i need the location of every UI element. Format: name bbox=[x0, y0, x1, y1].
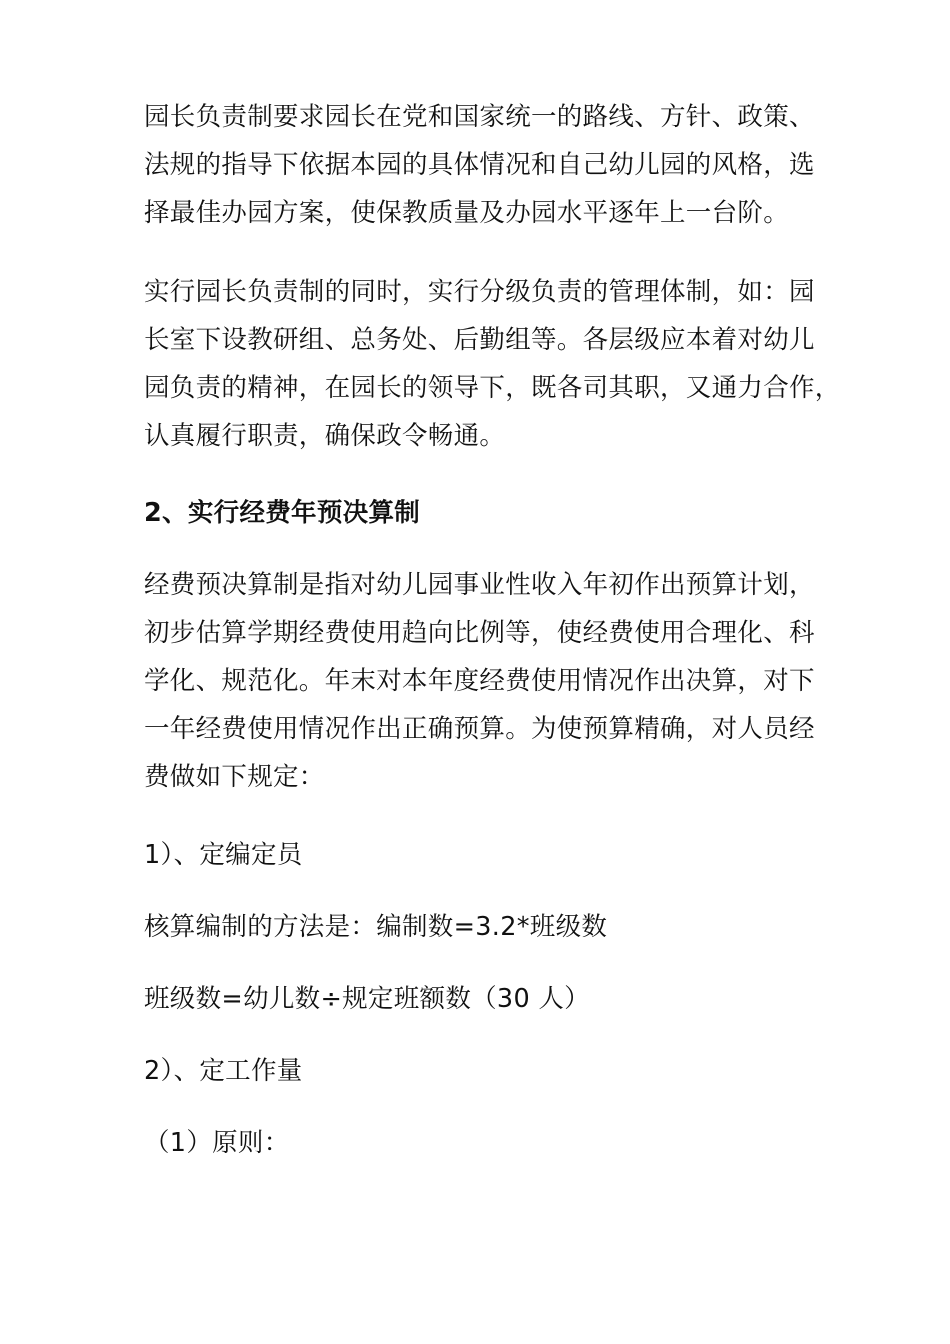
text-line: 一年经费使用情况作出正确预算。为使预算精确，对人员经 bbox=[144, 714, 815, 744]
paragraph-tiered-management bbox=[144, 268, 841, 460]
paragraph-budget-system bbox=[144, 561, 814, 801]
text-line: 班级数=幼儿数÷规定班额数（30 人） bbox=[144, 984, 590, 1014]
text-line: 认真履行职责，确保政令畅通。 bbox=[144, 421, 506, 451]
formula-class-count bbox=[144, 975, 814, 1023]
text-line: 实行园长负责制的同时，实行分级负责的管理体制，如：园 bbox=[144, 277, 815, 307]
list-item-workload bbox=[144, 1047, 814, 1095]
text-line: 园长负责制要求园长在党和国家统一的路线、方针、政策、 bbox=[144, 102, 815, 132]
text-line: 学化、规范化。年末对本年度经费使用情况作出决算，对下 bbox=[144, 666, 815, 696]
section-heading-budget bbox=[144, 489, 814, 537]
text-line: 核算编制的方法是：编制数=3.2*班级数 bbox=[144, 912, 608, 942]
text-line: 经费预决算制是指对幼儿园事业性收入年初作出预算计划， bbox=[144, 570, 815, 600]
text-line: 2）、定工作量 bbox=[144, 1056, 303, 1086]
text-line: 费做如下规定： bbox=[144, 762, 325, 792]
text-line: 法规的指导下依据本园的具体情况和自己幼儿园的风格，选 bbox=[144, 150, 815, 180]
list-item-staffing bbox=[144, 831, 814, 879]
text-line: 园负责的精神，在园长的领导下，既各司其职，又通力合作， bbox=[144, 373, 841, 403]
sub-item-principle bbox=[144, 1119, 814, 1167]
text-line: 1）、定编定员 bbox=[144, 840, 303, 870]
text-line: 初步估算学期经费使用趋向比例等，使经费使用合理化、科 bbox=[144, 618, 815, 648]
paragraph-principal-responsibility bbox=[144, 93, 814, 237]
formula-staffing bbox=[144, 903, 814, 951]
text-line: 长室下设教研组、总务处、后勤组等。各层级应本着对幼儿 bbox=[144, 325, 815, 355]
text-line: 择最佳办园方案，使保教质量及办园水平逐年上一台阶。 bbox=[144, 198, 790, 228]
text-line: （1）原则： bbox=[144, 1128, 290, 1158]
heading-text: 2、实行经费年预决算制 bbox=[144, 498, 421, 528]
